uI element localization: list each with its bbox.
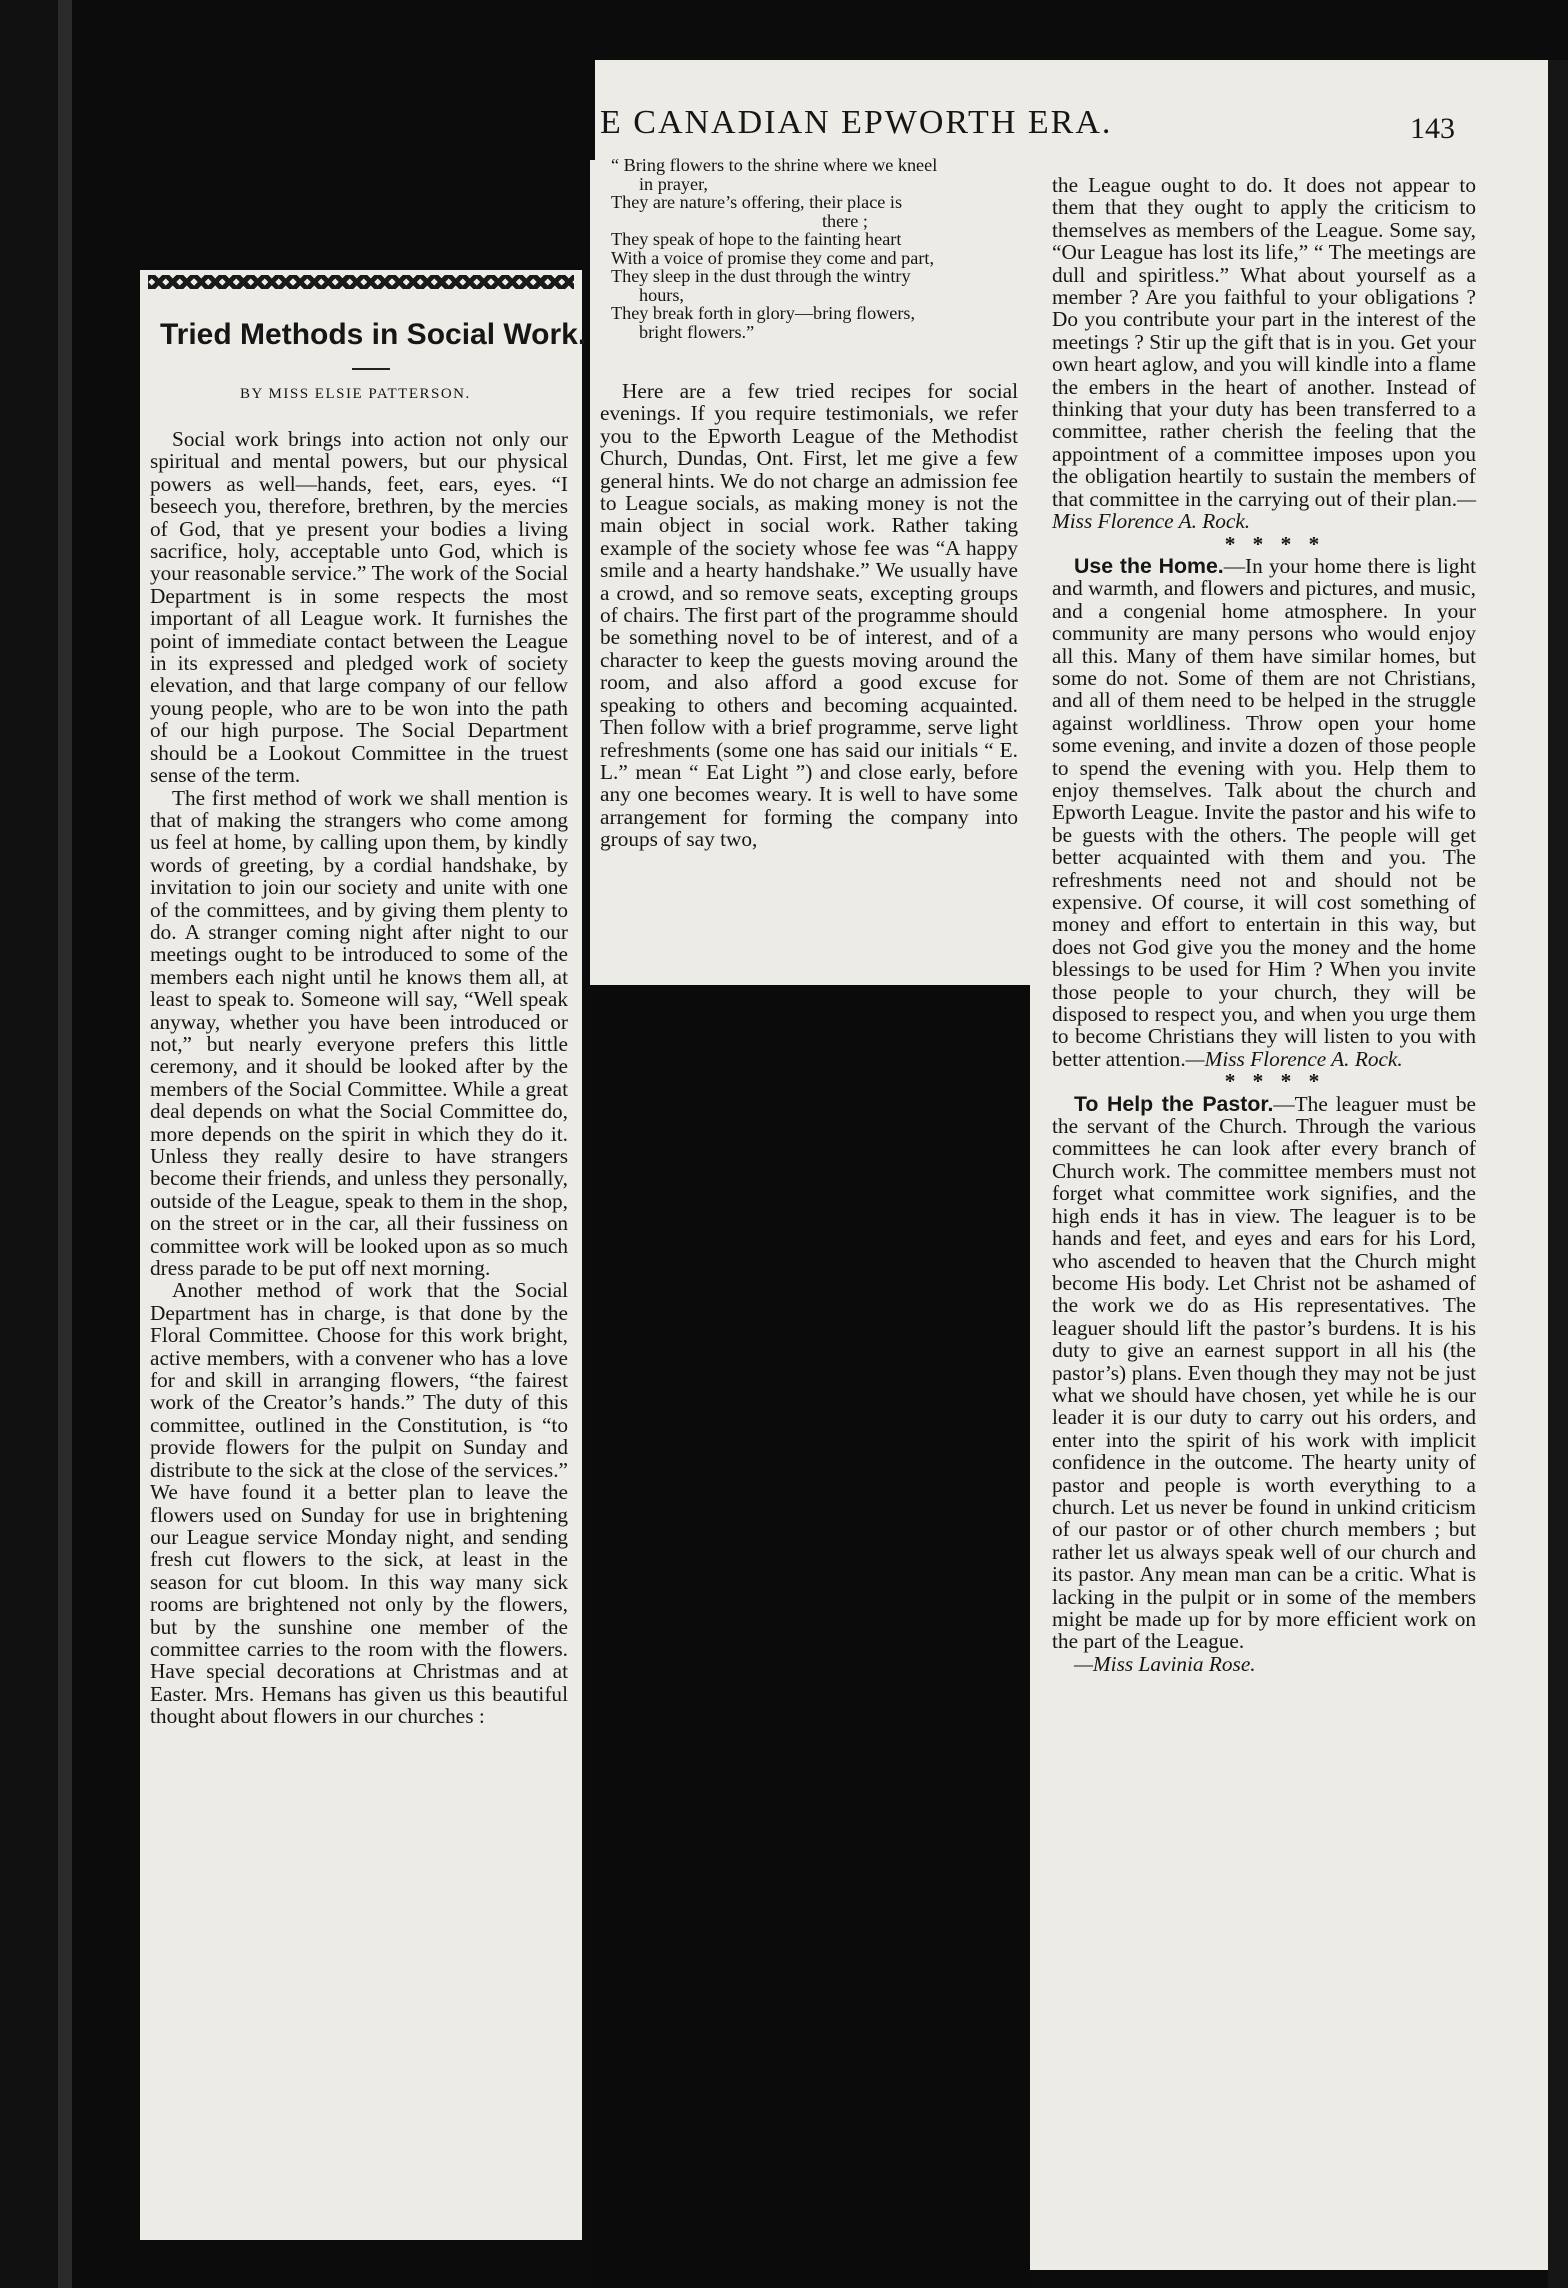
poem-line: They break forth in glory—bring flowers, (611, 303, 916, 323)
decorative-border (148, 275, 574, 289)
paragraph-text: —The leaguer must be the servant of the Church. Through the various committees he can look after every branch of Church work. The committee members must not forget what committee work signifies, and the high ends it has in view. The leaguer is to be hands and feet, and eyes and ears for his Lord, who ascended to heaven that the Church might become His body. Let Christ not be ashamed of the work we do as His representatives. The leaguer should lift the pastor’s burdens. It is his duty to give an earnest support in all his (the pastor’s) plans. Even though they may not be just what we should have chosen, yet while he is our leader it is our duty to carry out his orders, and enter into the spirit of his work with implicit confidence in the outcome. The hearty unity of pastor and people is worth everything to a church. Let us never be found in unkind criticism of our pastor or of other church members ; but rather let us always speak well of our church and its pastor. Any mean man can be a critic. What is lacking in the pulpit or in some of the members might be made up for by more efficient work on the part of the League. (1052, 1091, 1476, 1654)
film-edge-border (58, 0, 72, 2288)
paragraph-text: the League ought to do. It does not appear to them that they ought to apply the criticism to themselves as members of the League. Some say, “Our League has lost its life,” “ The meetings are dull and spiritless.” What about yourself as a member ? Are you faithful to your obligations ? Do you contribute your part in the interest of the meetings ? Stir up the gift that is in you. Get your own heart aglow, and you will kindle into a flame the embers in the heart of another. Instead of thinking that your duty has been transferred to a committee, rather cherish the feeling that the appointment of a committee imposes upon you the obligation heartily to sustain the members of that committee in the carrying out of their plan. (1052, 173, 1476, 511)
poem-line: They sleep in the dust through the wintry (611, 266, 911, 286)
column-3 (1052, 174, 1476, 1675)
title-rule (352, 368, 390, 370)
article-title: Tried Methods in Social Work. (160, 318, 587, 351)
paragraph: The first method of work we shall mention is that of making the strangers who come among us feel at home, by calling upon them, by kindly words of greeting, by a cordial handshake, by invitation to join our society and unite with one of the committees, and by giving them plenty to do. A stranger coming night after night to our meetings ought to be introduced to some of the members each night until he knows them all, at least to speak to. Someone will say, “Well speak anyway, whether you have been introduced or not,” but nearly everyone prefers this little ceremony, and it should be looked after by the members of the Social Committee. While a great deal depends on what the Social Committee do, more depends on the spirit in which they do it. Unless they really desire to have strangers become their friends, and unless they personally, outside of the League, speak to them in the shop, on the street or in the car, all their fussiness on committee work will be looked upon as so much dress parade to be put off next morning. (150, 785, 568, 1281)
paragraph (1052, 174, 1476, 533)
section-heading: To Help the Pastor. (1074, 1091, 1274, 1116)
paragraph (1052, 1093, 1476, 1653)
signature: —Miss Florence A. Rock. (1185, 1046, 1403, 1071)
poem-line: With a voice of promise they come and part, (611, 247, 934, 268)
masked-region (590, 985, 1030, 2288)
poem-line: They speak of hope to the fainting heart (611, 229, 902, 249)
poem-line: “ Bring flowers to the shrine where we kneel (611, 155, 938, 175)
section-heading: Use the Home. (1074, 553, 1224, 578)
paragraph: Here are a few tried recipes for social evenings. If you require testimonials, we refer you to the Epworth League of the Methodist Church, Dundas, Ont. First, let me give a few general hints. We do not charge an admission fee to League socials, as making money is not the main object in social work. Rather taking example of the society whose fee was “A happy smile and a hearty handshake.” We usually have a crowd, and so remove seats, excepting groups of chairs. The first part of the programme should be something novel to be of interest, and of a character to keep the guests moving around the room, and also afford a good excuse for speaking to others and becoming acquainted. Then follow with a brief programme, serve light refreshments (some one has said our initials “ E. L.” mean “ Eat Light ”) and close early, before any one becomes weary. It is well to have some arrangement for forming the company into groups of say two, (600, 380, 1018, 852)
article-byline: BY MISS ELSIE PATTERSON. (240, 386, 471, 402)
paragraph: Another method of work that the Social Department has in charge, is that done by the Floral Committee. Choose for this work bright, active members, with a convener who has a love for and skill in arranging flowers, “the fairest work of the Creator’s hands.” The duty of this committee, outlined in the Constitution, is “to provide flowers for the pulpit on Sunday and distribute to the sick at the close of the services.” We have found it a better plan to leave the flowers used on Sunday for use in brightening our League service Monday night, and sending fresh cut flowers to the sick, at least in the season for cut bloom. In this way many sick rooms are brightened not only by the flowers, but by the sunshine one member of the committee carries to the room with the flowers. Have special decorations at Christmas and at Easter. Mrs. Hemans has given us this beautiful thought about flowers in our churches : (150, 1278, 568, 1729)
page-number: 143 (1410, 112, 1455, 145)
column-2 (600, 380, 1018, 980)
right-film-edge (1548, 60, 1568, 2288)
page-header-title: E CANADIAN EPWORTH ERA. (600, 104, 1113, 141)
paragraph (1052, 555, 1476, 1070)
poem-line: in prayer, (639, 173, 708, 194)
poem-line: hours, (639, 284, 684, 305)
section-divider: * * * * (1224, 531, 1326, 556)
poem-line: They are nature’s offering, their place is (611, 192, 903, 212)
poem-line: bright flowers.” (639, 321, 755, 342)
section-divider: * * * * (1224, 1069, 1326, 1094)
paragraph-text: —In your home there is light and warmth, and flowers and pictures, and music, and a congenial home atmosphere. In your community are many persons who would enjoy all this. Many of them have similar homes, but some do not. Some of them are not Christians, and all of them need to be helped in the struggle against worldliness. Throw open your home some evening, and invite a dozen of those people to spend the evening with you. Help them to enjoy themselves. Talk about the church and Epworth League. Invite the pastor and his wife to be guests with the others. The people will get better acquainted with them and you. The refreshments need not and should not be expensive. Of course, it will cost something of money and effort to entertain in this way, but does not God give you the money and the home blessings to be used for Him ? When you invite those people to your church, they will be disposed to respect you, and when you urge them to become Christians they will listen to you with better attention. (1052, 553, 1476, 1071)
paragraph: Social work brings into action not only our spiritual and mental powers, but our physical powers as well—hands, feet, ears, eyes. “I beseech you, therefore, brethren, by the mercies of God, that ye present your bodies a living sacrifice, holy, acceptable unto God, which is your reasonable service.” The work of the Social Department is in some respects the most important of all League work. It furnishes the point of immediate contact between the League in its expressed and pledged work of society elevation, and that large company of our fellow young people, who are to be won into the path of our high purpose. The Social Department should be a Lookout Committee in the truest sense of the term. (150, 427, 568, 788)
signature: —Miss Lavinia Rose. (1074, 1651, 1256, 1676)
signature: —Miss Florence A. Rock. (1052, 486, 1476, 534)
poem (603, 156, 1023, 341)
poem-line: there ; (822, 210, 868, 231)
column-1 (150, 428, 568, 1728)
